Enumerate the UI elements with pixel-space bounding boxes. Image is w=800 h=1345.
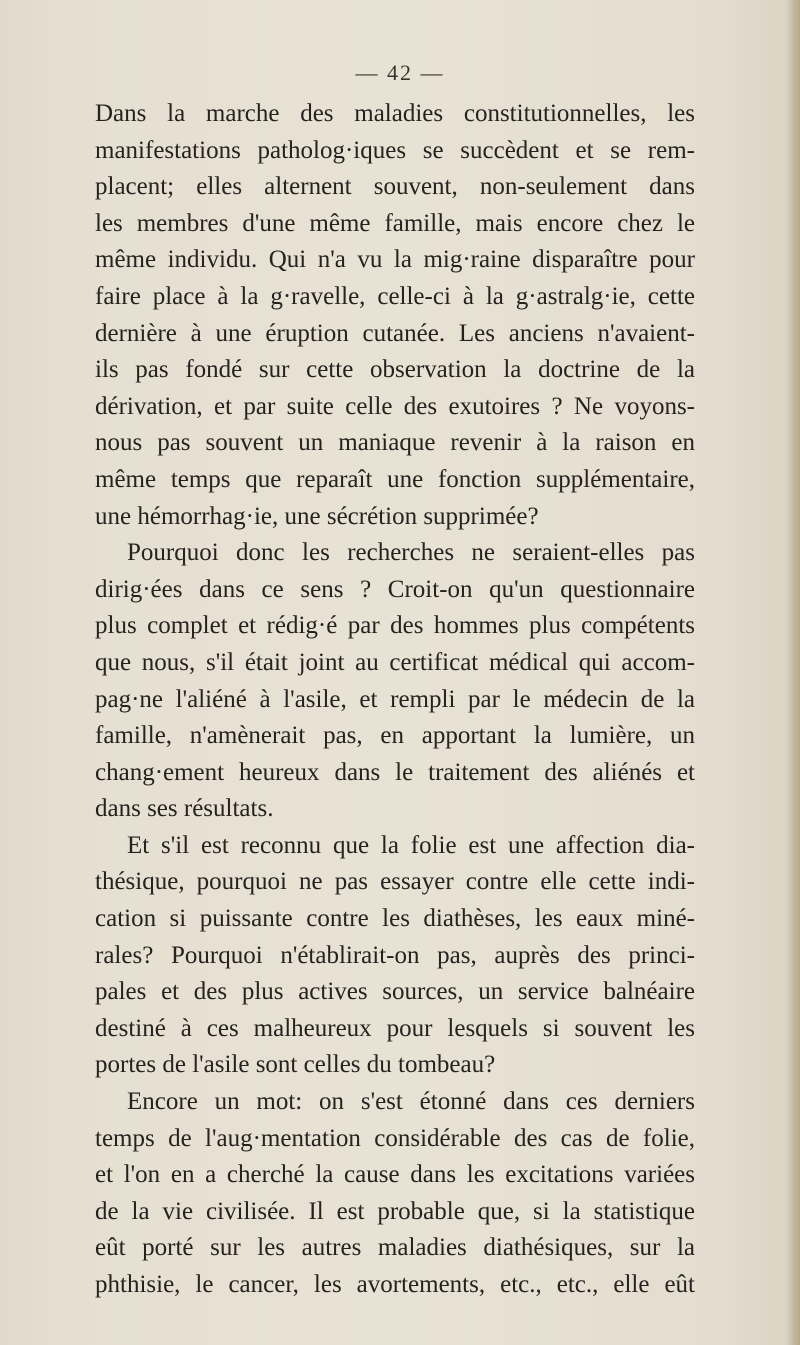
text-line: placent; elles alternent souvent, non-seulement dans: [95, 173, 695, 201]
page-number: — 42 —: [355, 60, 445, 85]
text-line: une hémorrhag·ie, une sécrétion supprimée?: [95, 502, 539, 530]
text-line: que nous, s'il était joint au certificat médical qui accom-: [95, 648, 695, 676]
text-line: eût porté sur les autres maladies diathésiques, sur la: [95, 1234, 695, 1262]
text-line: nous pas souvent un maniaque revenir à la raison en: [95, 429, 695, 457]
text-line: dérivation, et par suite celle des exutoires ? Ne voyons-: [95, 392, 695, 420]
text-line: dans ses résultats.: [95, 795, 274, 823]
paragraph-4: [95, 1084, 695, 1304]
text-line: faire place à la g·ravelle, celle-ci à la g·astralg·ie, cette: [95, 282, 695, 310]
body-text: [95, 96, 695, 1304]
text-line: Pourquoi donc les recherches ne seraient-elles pas: [127, 539, 695, 567]
text-line: plus complet et rédig·é par des hommes plus compétents: [95, 612, 695, 640]
paragraph-3: [95, 828, 695, 1084]
text-line: thésique, pourquoi ne pas essayer contre elle cette indi-: [95, 868, 695, 896]
text-line: manifestations patholog·iques se succèdent et se rem-: [95, 136, 695, 164]
text-line: les membres d'une même famille, mais encore chez le: [95, 209, 695, 237]
text-line: portes de l'asile sont celles du tombeau?: [95, 1051, 496, 1079]
text-line: rales? Pourquoi n'établirait-on pas, auprès des princi-: [95, 941, 695, 969]
text-line: Encore un mot: on s'est étonné dans ces derniers: [127, 1088, 695, 1116]
text-line: de la vie civilisée. Il est probable que, si la statistique: [95, 1197, 695, 1225]
text-line: Et s'il est reconnu que la folie est une affection dia-: [127, 831, 695, 859]
text-line: même individu. Qui n'a vu la mig·raine disparaître pour: [95, 246, 695, 274]
text-line: dirig·ées dans ce sens ? Croit-on qu'un questionnaire: [95, 575, 695, 603]
text-line: famille, n'amènerait pas, en apportant la lumière, un: [95, 722, 695, 750]
text-line: cation si puissante contre les diathèses, les eaux miné-: [95, 905, 695, 933]
text-line: phthisie, le cancer, les avortements, etc., etc., elle eût: [95, 1271, 695, 1298]
text-line: ils pas fondé sur cette observation la doctrine de la: [95, 356, 695, 384]
text-line: chang·ement heureux dans le traitement des aliénés et: [95, 758, 695, 786]
text-line: pag·ne l'aliéné à l'asile, et rempli par le médecin de la: [95, 685, 695, 713]
text-line: et l'on en a cherché la cause dans les excitations variées: [95, 1161, 695, 1189]
text-line: même temps que reparaît une fonction supplémentaire,: [95, 465, 695, 493]
text-line: dernière à une éruption cutanée. Les anciens n'avaient-: [95, 319, 695, 347]
text-line: temps de l'aug·mentation considérable des cas de folie,: [95, 1124, 695, 1152]
paragraph-1: [95, 96, 695, 535]
text-line: Dans la marche des maladies constitutionnelles, les: [95, 100, 695, 127]
text-line: pales et des plus actives sources, un service balnéaire: [95, 978, 695, 1006]
paragraph-2: [95, 535, 695, 828]
page-edge: [786, 0, 800, 1345]
text-line: destiné à ces malheureux pour lesquels si souvent les: [95, 1014, 695, 1042]
